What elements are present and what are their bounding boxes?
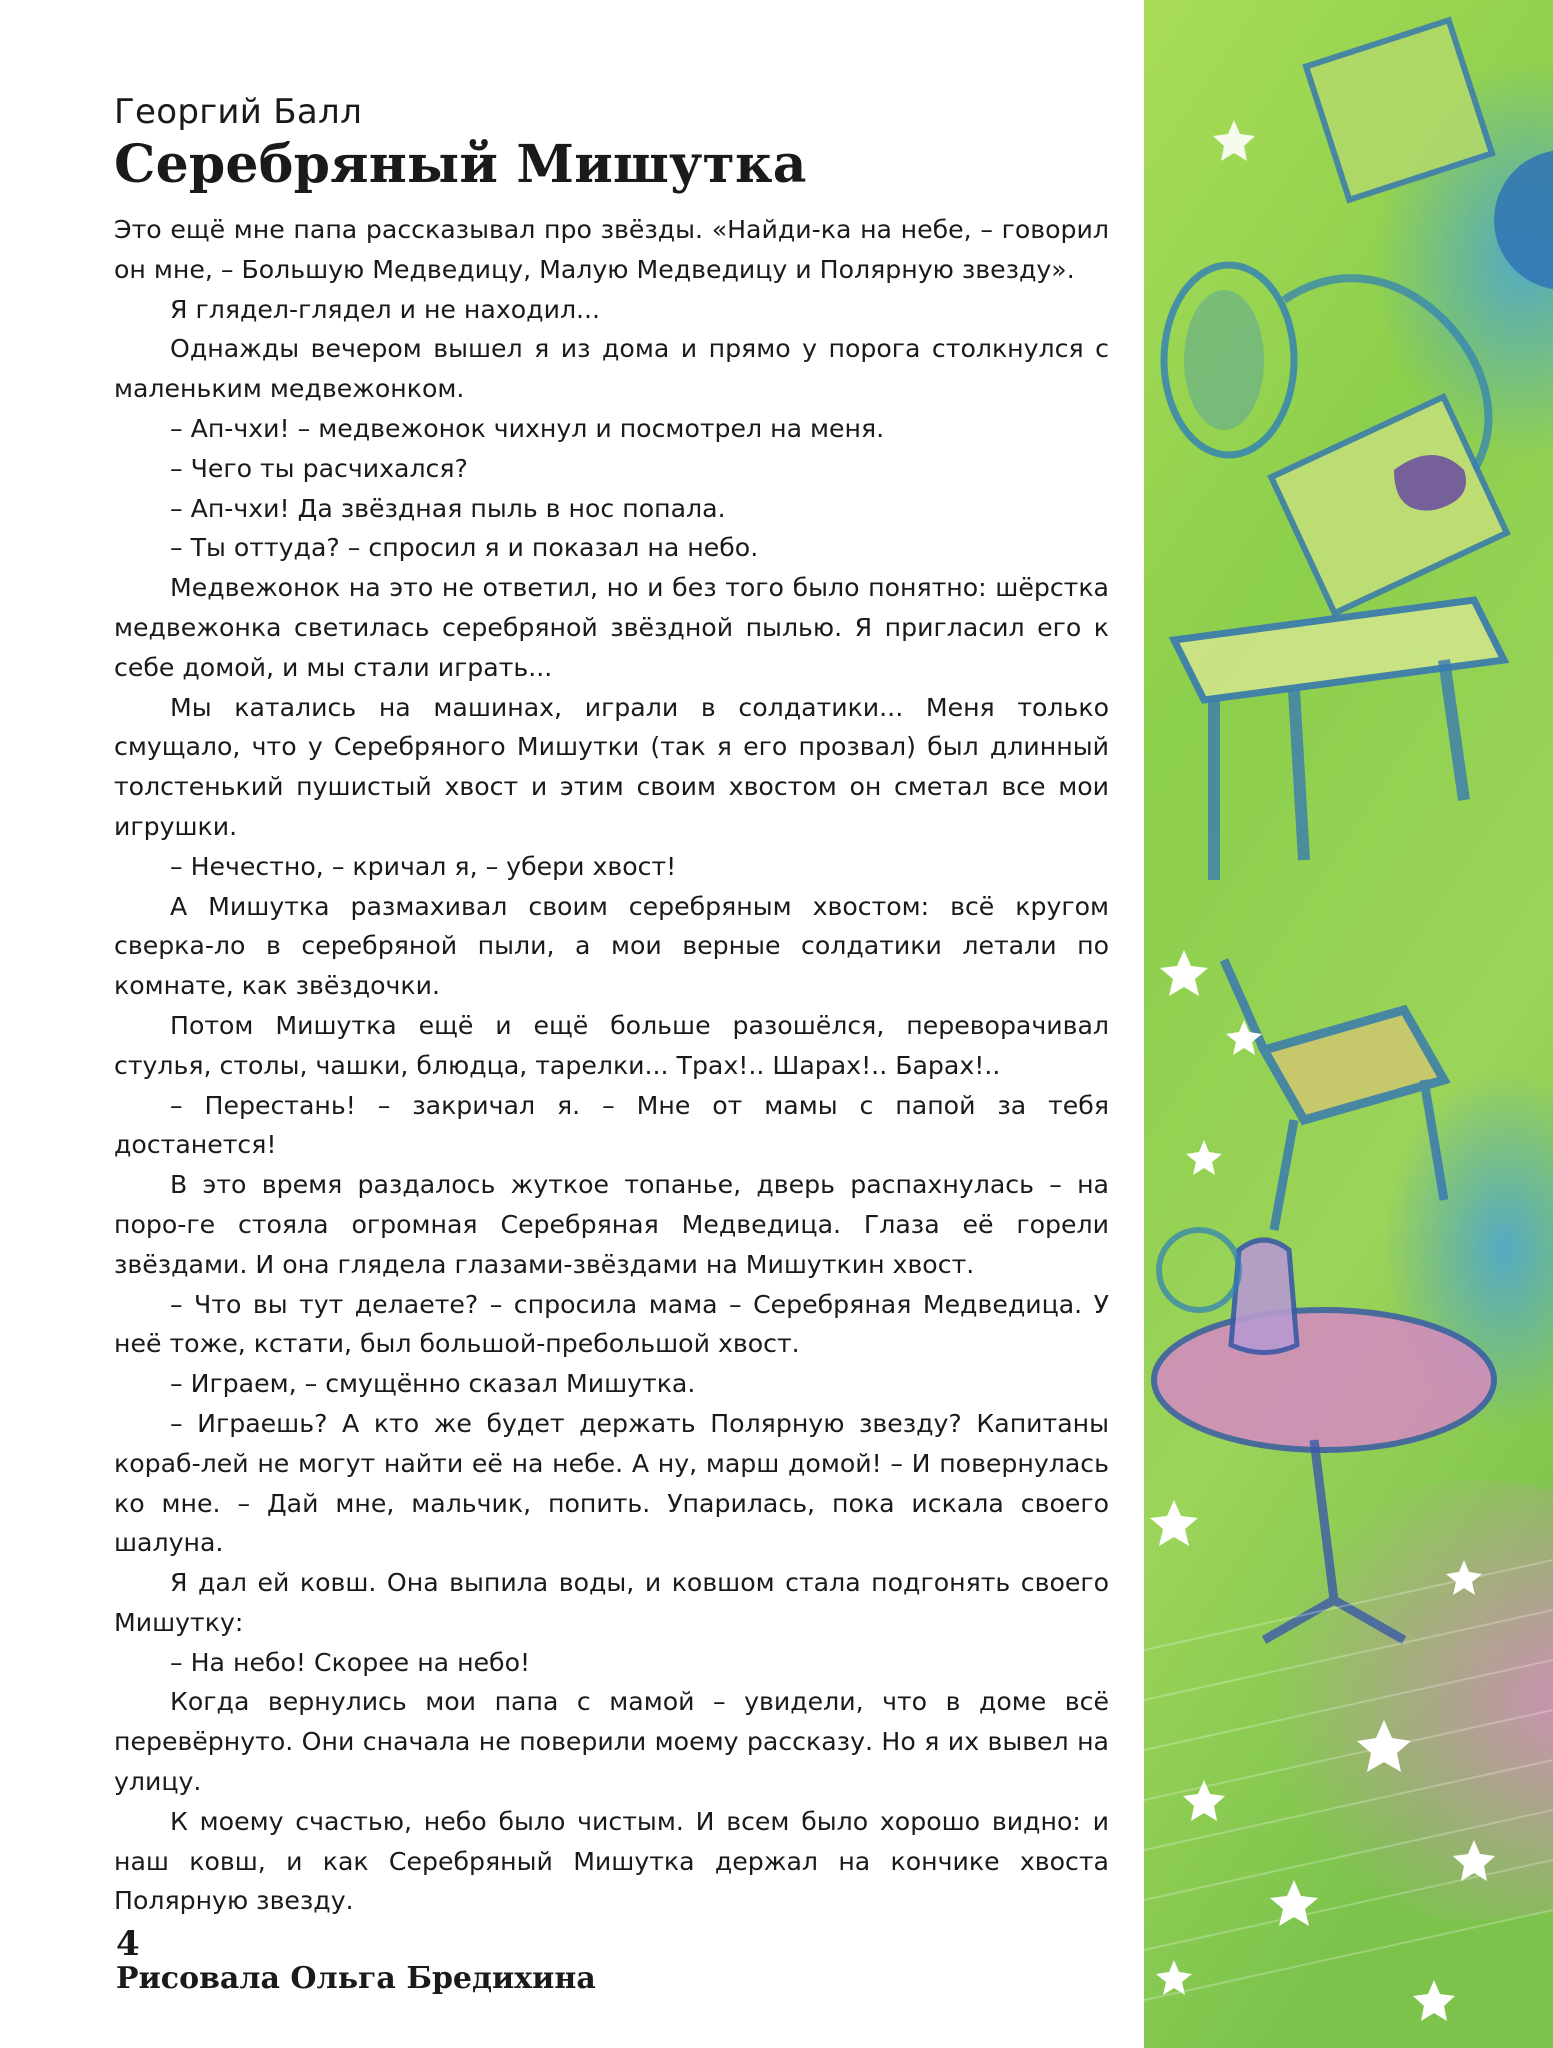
paragraph: Я глядел-глядел и не находил... — [170, 294, 601, 324]
paragraph: А Мишутка размахивал своим серебряным хвостом: всё кругом сверка-ло в серебряной пыли, а мои верные солдатики летали по комнате, как звёздочки. — [114, 891, 1109, 1001]
paragraph: Это ещё мне папа рассказывал про звёзды. «Найди-ка на небе, – говорил он мне, – Большую Медведицу, Малую Медведицу и Полярную звезду». — [114, 215, 1109, 284]
paragraph: – Играешь? А кто же будет держать Полярную звезду? Капитаны кораб-лей не могут найти её на небе. А ну, марш домой! – И повернулась ко мне. – Дай мне, мальчик, попить. Упарилась, пока искала своего шалуна. — [114, 1408, 1109, 1558]
paragraph: – Ты оттуда? – спросил я и показал на небо. — [170, 533, 759, 563]
paragraph: Когда вернулись мои папа с мамой – увидели, что в доме всё перевёрнуто. Они сначала не поверили моему рассказу. Но я их вывел на улицу. — [114, 1687, 1109, 1797]
paragraph: – Ап-чхи! Да звёздная пыль в нос попала. — [170, 493, 726, 523]
author-name: Георгий Балл — [114, 92, 363, 132]
paragraph: – Нечестно, – кричал я, – убери хвост! — [170, 851, 677, 881]
paragraph: – Чего ты расчихался? — [170, 453, 468, 483]
pink-table-top — [1154, 1310, 1494, 1450]
paragraph: Я дал ей ковш. Она выпила воды, и ковшом стала подгонять своего Мишутку: — [114, 1568, 1109, 1637]
paragraph: – Перестань! – закричал я. – Мне от мамы с папой за тебя достанется! — [114, 1090, 1109, 1160]
paragraph: К моему счастью, небо было чистым. И всем было хорошо видно: и наш ковш, и как Серебряный Мишутка держал на кончике хвоста Полярную звезду. — [114, 1806, 1109, 1916]
paragraph: – Ап-чхи! – медвежонок чихнул и посмотрел на меня. — [170, 413, 885, 443]
paragraph: Мы катались на машинах, играли в солдатики... Меня только смущало, что у Серебряного Мишутки (так я его прозвал) был длинный толстенький пушистый хвост и этим своим хвостом он сметал все мои игрушки. — [114, 692, 1109, 841]
paragraph: Потом Мишутка ещё и ещё больше разошёлся, переворачивал стулья, столы, чашки, блюдца, тарелки... Трах!.. Шарах!.. Барах!.. — [114, 1010, 1109, 1080]
paragraph: Однажды вечером вышел я из дома и прямо у порога столкнулся с маленьким медвежонком. — [114, 334, 1109, 404]
paragraph: – На небо! Скорее на небо! — [170, 1647, 531, 1677]
text-column — [114, 90, 1109, 1999]
paragraph: – Играем, – смущённо сказал Мишутка. — [170, 1369, 696, 1399]
illustrator-credit: Рисовала Ольга Бредихина — [116, 1961, 596, 1997]
story-title: Серебряный Мишутка — [114, 134, 807, 195]
page-number: 4 — [116, 1924, 140, 1964]
crayon-loop — [1184, 290, 1264, 430]
paragraph: – Что вы тут делаете? – спросила мама – Серебряная Медведица. У неё тоже, кстати, был большой-пребольшой хвост. — [114, 1289, 1109, 1359]
paragraph: Медвежонок на это не ответил, но и без того было понятно: шёрстка медвежонка светилась серебряной звёздной пылью. Я пригласил его к себе домой, и мы стали играть... — [114, 573, 1109, 682]
paragraph: В это время раздалось жуткое топанье, дверь распахнулась – на поро-ге стояла огромная Серебряная Медведица. Глаза её горели звёздами. И она глядела глазами-звёздами на Мишуткин хвост. — [114, 1170, 1109, 1279]
story-body — [114, 210, 1109, 1921]
crayon-illustration-image — [1144, 0, 1553, 2048]
cup — [1231, 1240, 1297, 1353]
